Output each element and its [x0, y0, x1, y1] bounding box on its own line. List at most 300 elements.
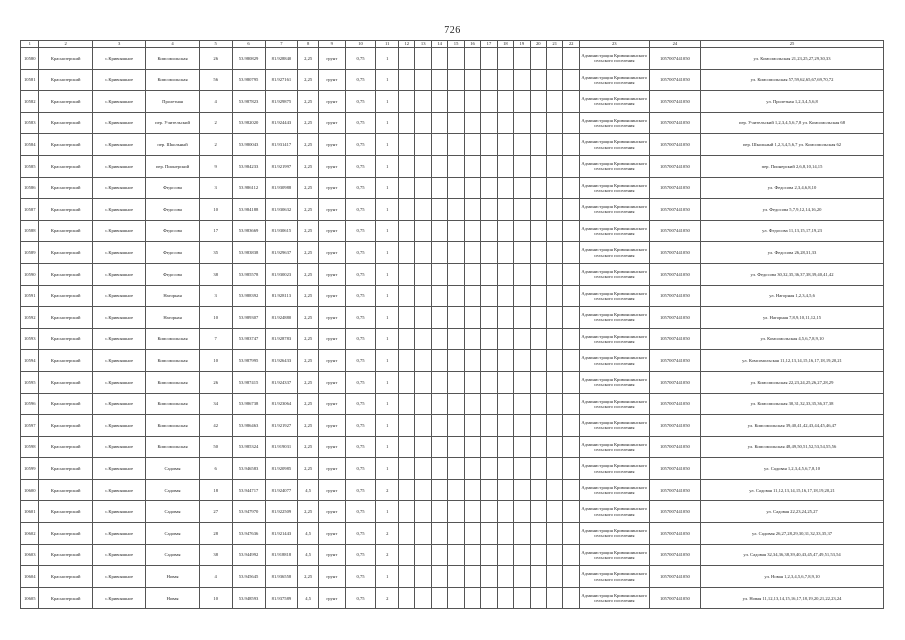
empty-cell [514, 371, 530, 393]
settlement-cell: с.Кривояшное [92, 393, 145, 415]
container-count-cell: 2 [376, 587, 399, 609]
street-cell: Комсомольская [146, 350, 199, 372]
empty-cell [431, 263, 447, 285]
empty-cell [563, 112, 579, 134]
surface-cell: грунт [318, 328, 345, 350]
empty-cell [530, 48, 546, 70]
empty-cell [546, 566, 562, 588]
empty-cell [497, 112, 513, 134]
registry-table [20, 40, 884, 609]
empty-cell [481, 199, 497, 221]
row-number: 10593 [21, 328, 39, 350]
empty-cell [530, 112, 546, 134]
table-body [21, 48, 884, 609]
settlement-cell: с.Кривояшное [92, 350, 145, 372]
longitude-cell: 81.931417 [265, 134, 298, 156]
empty-cell [530, 242, 546, 264]
row-number: 10603 [21, 544, 39, 566]
latitude-cell: 53.980795 [232, 69, 265, 91]
served-addresses-cell: пер. Учительский 1,2,3,4,5,6,7,8 ул. Комсомольская 68 [701, 112, 884, 134]
container-count-cell: 1 [376, 501, 399, 523]
container-count-cell: 1 [376, 566, 399, 588]
empty-cell [563, 350, 579, 372]
latitude-cell: 53.987995 [232, 350, 265, 372]
empty-cell [514, 285, 530, 307]
surface-cell: грунт [318, 350, 345, 372]
column-number: 9 [318, 41, 345, 48]
area-cell: 2,25 [298, 177, 319, 199]
empty-cell [464, 350, 480, 372]
empty-cell [399, 328, 415, 350]
empty-cell [399, 415, 415, 437]
served-addresses-cell: ул. Нагорная 1,2,3,4,5,6 [701, 285, 884, 307]
empty-cell [546, 436, 562, 458]
settlement-cell: с.Кривояшное [92, 436, 145, 458]
table-row [21, 220, 884, 242]
empty-cell [481, 134, 497, 156]
column-number: 3 [92, 41, 145, 48]
empty-cell [481, 566, 497, 588]
longitude-cell: 81.927161 [265, 69, 298, 91]
empty-cell [563, 263, 579, 285]
ogrn-cell: 1057007441050 [649, 199, 700, 221]
served-addresses-cell: пер. Школьный 1,2,3,4,5,6,7 ул. Комсомольская 62 [701, 134, 884, 156]
street-cell: Пролетная [146, 91, 199, 113]
street-cell: Комсомольская [146, 415, 199, 437]
owner-cell: Администрация Кривояшинского сельского поселения [579, 436, 649, 458]
ogrn-cell: 1057007441050 [649, 48, 700, 70]
served-addresses-cell: ул. Федосова 11,13,15,17,19,23 [701, 220, 884, 242]
volume-cell: 0,75 [345, 69, 376, 91]
empty-cell [415, 263, 431, 285]
area-cell: 2,25 [298, 415, 319, 437]
area-cell: 2,25 [298, 112, 319, 134]
empty-cell [481, 523, 497, 545]
district-cell: Краснозерский [39, 177, 92, 199]
empty-cell [530, 285, 546, 307]
served-addresses-cell: ул. Пролетная 1,2,3,4,5,6,8 [701, 91, 884, 113]
area-cell: 2,25 [298, 566, 319, 588]
table-row [21, 350, 884, 372]
table-row [21, 544, 884, 566]
street-cell: Комсомольская [146, 436, 199, 458]
empty-cell [563, 69, 579, 91]
empty-cell [497, 263, 513, 285]
ogrn-cell: 1057007441050 [649, 501, 700, 523]
longitude-cell: 81.923064 [265, 393, 298, 415]
empty-cell [448, 415, 464, 437]
volume-cell: 0,75 [345, 587, 376, 609]
empty-cell [563, 415, 579, 437]
ogrn-cell: 1057007441050 [649, 134, 700, 156]
row-number: 10581 [21, 69, 39, 91]
empty-cell [415, 479, 431, 501]
longitude-cell: 81.919031 [265, 436, 298, 458]
empty-cell [399, 371, 415, 393]
longitude-cell: 81.928840 [265, 48, 298, 70]
empty-cell [399, 263, 415, 285]
owner-cell: Администрация Кривояшинского сельского поселения [579, 415, 649, 437]
empty-cell [481, 371, 497, 393]
latitude-cell: 53.947636 [232, 523, 265, 545]
district-cell: Краснозерский [39, 393, 92, 415]
empty-cell [546, 544, 562, 566]
surface-cell: грунт [318, 371, 345, 393]
empty-cell [431, 134, 447, 156]
owner-cell: Администрация Кривояшинского сельского поселения [579, 220, 649, 242]
empty-cell [448, 393, 464, 415]
latitude-cell: 53.948593 [232, 587, 265, 609]
table-row [21, 501, 884, 523]
ogrn-cell: 1057007441050 [649, 544, 700, 566]
empty-cell [448, 566, 464, 588]
served-addresses-cell: ул. Комсомольская 4,5,6,7,8,9,10 [701, 328, 884, 350]
area-cell: 4,5 [298, 523, 319, 545]
surface-cell: грунт [318, 285, 345, 307]
empty-cell [431, 436, 447, 458]
surface-cell: грунт [318, 393, 345, 415]
surface-cell: грунт [318, 199, 345, 221]
empty-cell [415, 350, 431, 372]
empty-cell [415, 242, 431, 264]
latitude-cell: 53.944717 [232, 479, 265, 501]
area-cell: 2,25 [298, 501, 319, 523]
empty-cell [399, 350, 415, 372]
container-count-cell: 1 [376, 48, 399, 70]
street-cell: Федосова [146, 177, 199, 199]
served-addresses-cell: пер. Пионерский 2,6,8,10,14,15 [701, 155, 884, 177]
empty-cell [563, 436, 579, 458]
served-addresses-cell: ул. Садовая 1,2,3,4,5,6,7,8,10 [701, 458, 884, 480]
table-row [21, 112, 884, 134]
container-count-cell: 1 [376, 371, 399, 393]
house-number-cell: 10 [199, 307, 232, 329]
latitude-cell: 53.980043 [232, 134, 265, 156]
empty-cell [399, 48, 415, 70]
owner-cell: Администрация Кривояшинского сельского поселения [579, 242, 649, 264]
empty-cell [464, 112, 480, 134]
district-cell: Краснозерский [39, 91, 92, 113]
empty-cell [481, 69, 497, 91]
empty-cell [563, 371, 579, 393]
empty-cell [497, 48, 513, 70]
settlement-cell: с.Кривояшное [92, 69, 145, 91]
owner-cell: Администрация Кривояшинского сельского поселения [579, 350, 649, 372]
empty-cell [431, 69, 447, 91]
row-number: 10595 [21, 371, 39, 393]
house-number-cell: 7 [199, 328, 232, 350]
empty-cell [431, 587, 447, 609]
latitude-cell: 53.984188 [232, 199, 265, 221]
surface-cell: грунт [318, 220, 345, 242]
table-row [21, 242, 884, 264]
empty-cell [415, 328, 431, 350]
owner-cell: Администрация Кривояшинского сельского поселения [579, 328, 649, 350]
empty-cell [563, 220, 579, 242]
empty-cell [530, 479, 546, 501]
empty-cell [497, 69, 513, 91]
empty-cell [481, 48, 497, 70]
empty-cell [399, 436, 415, 458]
volume-cell: 0,75 [345, 350, 376, 372]
district-cell: Краснозерский [39, 415, 92, 437]
empty-cell [431, 393, 447, 415]
volume-cell: 0,75 [345, 285, 376, 307]
empty-cell [563, 91, 579, 113]
empty-cell [546, 263, 562, 285]
volume-cell: 0,75 [345, 436, 376, 458]
empty-cell [415, 415, 431, 437]
longitude-cell: 81.921927 [265, 415, 298, 437]
street-cell: Садовая [146, 458, 199, 480]
table-row [21, 415, 884, 437]
empty-cell [464, 393, 480, 415]
empty-cell [497, 220, 513, 242]
empty-cell [431, 242, 447, 264]
empty-cell [563, 134, 579, 156]
table-row [21, 393, 884, 415]
empty-cell [448, 371, 464, 393]
empty-cell [399, 566, 415, 588]
empty-cell [530, 415, 546, 437]
container-count-cell: 1 [376, 415, 399, 437]
empty-cell [464, 285, 480, 307]
ogrn-cell: 1057007441050 [649, 177, 700, 199]
street-cell: пер. Пионерский [146, 155, 199, 177]
empty-cell [399, 587, 415, 609]
latitude-cell: 53.947970 [232, 501, 265, 523]
empty-cell [415, 523, 431, 545]
served-addresses-cell: ул. Комсомольская 22,23,24,25,26,27,28,29 [701, 371, 884, 393]
empty-cell [415, 371, 431, 393]
volume-cell: 0,75 [345, 263, 376, 285]
empty-cell [399, 501, 415, 523]
street-cell: Федосова [146, 242, 199, 264]
empty-cell [448, 112, 464, 134]
empty-cell [530, 69, 546, 91]
empty-cell [530, 134, 546, 156]
empty-cell [399, 479, 415, 501]
house-number-cell: 34 [199, 393, 232, 415]
surface-cell: грунт [318, 523, 345, 545]
owner-cell: Администрация Кривояшинского сельского поселения [579, 479, 649, 501]
column-number: 11 [376, 41, 399, 48]
empty-cell [514, 69, 530, 91]
served-addresses-cell: ул. Комсомольская 57,59,62,65,67,69,70,72 [701, 69, 884, 91]
surface-cell: грунт [318, 415, 345, 437]
surface-cell: грунт [318, 501, 345, 523]
empty-cell [431, 91, 447, 113]
empty-cell [481, 285, 497, 307]
empty-cell [399, 544, 415, 566]
empty-cell [399, 523, 415, 545]
empty-cell [481, 587, 497, 609]
settlement-cell: с.Кривояшное [92, 91, 145, 113]
empty-cell [431, 415, 447, 437]
empty-cell [431, 177, 447, 199]
street-cell: Нагорная [146, 307, 199, 329]
volume-cell: 0,75 [345, 307, 376, 329]
empty-cell [481, 415, 497, 437]
empty-cell [399, 285, 415, 307]
house-number-cell: 26 [199, 371, 232, 393]
empty-cell [415, 69, 431, 91]
street-cell: Комсомольская [146, 69, 199, 91]
house-number-cell: 10 [199, 199, 232, 221]
empty-cell [464, 501, 480, 523]
empty-cell [497, 479, 513, 501]
volume-cell: 0,75 [345, 134, 376, 156]
row-number: 10584 [21, 134, 39, 156]
house-number-cell: 6 [199, 458, 232, 480]
served-addresses-cell: ул. Федосова 2,3,4,6,8,10 [701, 177, 884, 199]
empty-cell [431, 199, 447, 221]
empty-cell [514, 307, 530, 329]
settlement-cell: с.Кривояшное [92, 458, 145, 480]
empty-cell [481, 242, 497, 264]
house-number-cell: 38 [199, 263, 232, 285]
row-number: 10599 [21, 458, 39, 480]
district-cell: Краснозерский [39, 328, 92, 350]
column-number-row [21, 41, 884, 48]
house-number-cell: 2 [199, 112, 232, 134]
empty-cell [415, 177, 431, 199]
empty-cell [431, 501, 447, 523]
longitude-cell: 81.937589 [265, 587, 298, 609]
empty-cell [546, 285, 562, 307]
row-number: 10604 [21, 566, 39, 588]
column-number: 20 [530, 41, 546, 48]
served-addresses-cell: ул. Новая 1,2,3,4,5,6,7,8,9,10 [701, 566, 884, 588]
settlement-cell: с.Кривояшное [92, 199, 145, 221]
column-number: 6 [232, 41, 265, 48]
empty-cell [431, 220, 447, 242]
column-number: 13 [415, 41, 431, 48]
empty-cell [481, 155, 497, 177]
longitude-cell: 81.921997 [265, 155, 298, 177]
empty-cell [546, 479, 562, 501]
longitude-cell: 81.928783 [265, 328, 298, 350]
ogrn-cell: 1057007441050 [649, 242, 700, 264]
empty-cell [563, 155, 579, 177]
empty-cell [546, 242, 562, 264]
area-cell: 2,25 [298, 155, 319, 177]
empty-cell [546, 350, 562, 372]
house-number-cell: 2 [199, 134, 232, 156]
row-number: 10586 [21, 177, 39, 199]
table-row [21, 587, 884, 609]
latitude-cell: 53.985578 [232, 263, 265, 285]
area-cell: 2,25 [298, 458, 319, 480]
column-number: 19 [514, 41, 530, 48]
container-count-cell: 1 [376, 155, 399, 177]
volume-cell: 0,75 [345, 458, 376, 480]
district-cell: Краснозерский [39, 220, 92, 242]
empty-cell [546, 177, 562, 199]
empty-cell [481, 458, 497, 480]
volume-cell: 0,75 [345, 220, 376, 242]
empty-cell [399, 307, 415, 329]
area-cell: 4,5 [298, 544, 319, 566]
district-cell: Краснозерский [39, 566, 92, 588]
served-addresses-cell: ул. Федосова 30,32,35,36,37,38,39,40,41,42 [701, 263, 884, 285]
table-row [21, 523, 884, 545]
served-addresses-cell: ул. Комсомольская 48,49,50,51,52,53,54,55,56 [701, 436, 884, 458]
empty-cell [497, 371, 513, 393]
latitude-cell: 53.983838 [232, 242, 265, 264]
empty-cell [448, 155, 464, 177]
empty-cell [497, 134, 513, 156]
empty-cell [546, 328, 562, 350]
container-count-cell: 1 [376, 285, 399, 307]
house-number-cell: 56 [199, 69, 232, 91]
empty-cell [563, 328, 579, 350]
empty-cell [448, 91, 464, 113]
empty-cell [497, 242, 513, 264]
longitude-cell: 81.924077 [265, 479, 298, 501]
empty-cell [431, 566, 447, 588]
empty-cell [464, 91, 480, 113]
district-cell: Краснозерский [39, 134, 92, 156]
empty-cell [530, 91, 546, 113]
container-count-cell: 1 [376, 134, 399, 156]
latitude-cell: 53.987415 [232, 371, 265, 393]
empty-cell [481, 220, 497, 242]
longitude-cell: 81.930632 [265, 199, 298, 221]
row-number: 10587 [21, 199, 39, 221]
volume-cell: 0,75 [345, 155, 376, 177]
empty-cell [530, 155, 546, 177]
empty-cell [415, 307, 431, 329]
empty-cell [546, 458, 562, 480]
longitude-cell: 81.924443 [265, 112, 298, 134]
empty-cell [448, 544, 464, 566]
empty-cell [497, 91, 513, 113]
district-cell: Краснозерский [39, 544, 92, 566]
house-number-cell: 18 [199, 479, 232, 501]
empty-cell [514, 479, 530, 501]
empty-cell [481, 328, 497, 350]
empty-cell [563, 479, 579, 501]
served-addresses-cell: ул. Комсомольская 11,12,13,14,15,16,17,18,19,20,21 [701, 350, 884, 372]
district-cell: Краснозерский [39, 307, 92, 329]
ogrn-cell: 1057007441050 [649, 69, 700, 91]
row-number: 10600 [21, 479, 39, 501]
district-cell: Краснозерский [39, 501, 92, 523]
owner-cell: Администрация Кривояшинского сельского поселения [579, 48, 649, 70]
empty-cell [448, 307, 464, 329]
empty-cell [563, 307, 579, 329]
empty-cell [497, 307, 513, 329]
empty-cell [399, 69, 415, 91]
row-number: 10585 [21, 155, 39, 177]
served-addresses-cell: ул. Комсомольская 39,40,41,42,43,44,45,46,47 [701, 415, 884, 437]
empty-cell [464, 199, 480, 221]
empty-cell [481, 479, 497, 501]
empty-cell [497, 393, 513, 415]
empty-cell [431, 371, 447, 393]
empty-cell [497, 285, 513, 307]
settlement-cell: с.Кривояшное [92, 48, 145, 70]
empty-cell [497, 199, 513, 221]
house-number-cell: 50 [199, 436, 232, 458]
empty-cell [497, 587, 513, 609]
empty-cell [481, 350, 497, 372]
empty-cell [497, 155, 513, 177]
empty-cell [464, 544, 480, 566]
longitude-cell: 81.924880 [265, 307, 298, 329]
empty-cell [448, 263, 464, 285]
